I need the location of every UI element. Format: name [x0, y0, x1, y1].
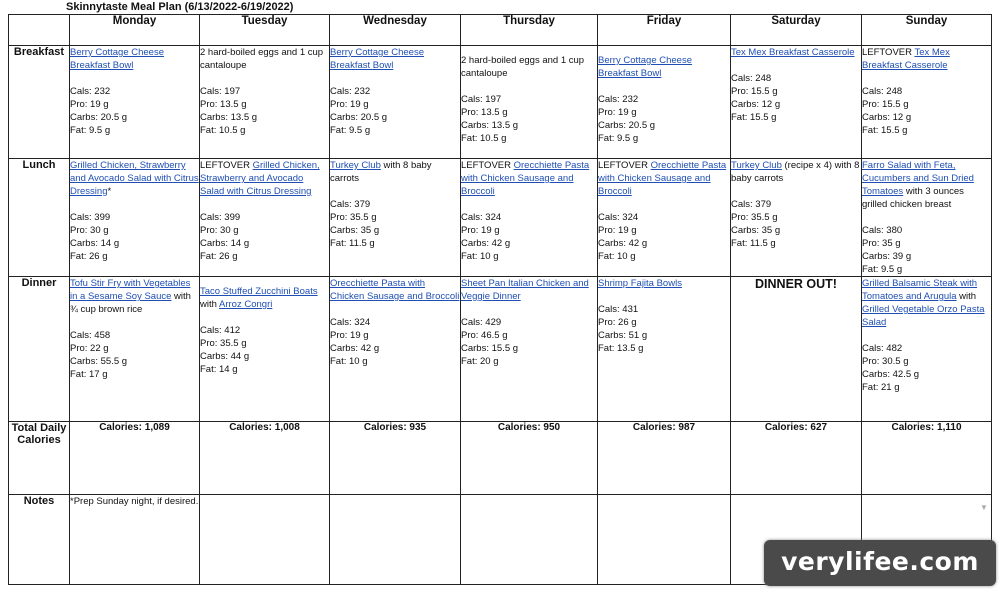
meal-description [70, 46, 199, 72]
total-calories-sunday: Calories: 1,110 [862, 422, 992, 495]
macro-line: Fat: 10 g [461, 251, 499, 262]
lunch-cell-sunday [862, 159, 992, 277]
macro-line: Pro: 13.5 g [461, 107, 508, 118]
recipe-link[interactable]: Tex Mex Breakfast Casserole [731, 47, 855, 58]
macro-line: Fat: 9.5 g [70, 125, 111, 136]
meal-description [461, 277, 597, 303]
breakfast-cell-tuesday [200, 46, 330, 159]
notes-cell-wednesday[interactable] [330, 495, 461, 585]
meal-text: 2 hard-boiled eggs and 1 cup cantaloupe [200, 47, 324, 71]
spacer [330, 185, 460, 198]
meal-plan-table [8, 14, 992, 585]
macro-line: Fat: 14 g [200, 364, 238, 375]
recipe-link[interactable]: Shrimp Fajita Bowls [598, 278, 682, 289]
dinner-cell-monday [70, 277, 200, 422]
lunch-cell-saturday [731, 159, 862, 277]
total-row [9, 422, 992, 495]
macro-line: Carbs: 35 g [330, 225, 380, 236]
spacer [330, 303, 460, 316]
macro-line: Pro: 30 g [200, 225, 239, 236]
lunch-row [9, 159, 992, 277]
recipe-link[interactable]: Turkey Club [731, 160, 782, 171]
spacer [200, 311, 329, 324]
macro-line: Carbs: 12 g [731, 99, 781, 110]
spacer [862, 329, 991, 342]
lunch-cell-monday [70, 159, 200, 277]
recipe-link[interactable]: Berry Cottage Cheese Breakfast Bowl [70, 47, 164, 71]
recipe-link[interactable]: Grilled Chicken, Strawberry and Avocado Salad with Citrus Dressing [70, 160, 199, 197]
macro-line: Cals: 380 [862, 225, 903, 236]
spacer [461, 198, 597, 211]
recipe-link[interactable]: Tofu Stir Fry with Vegetables in a Sesame Soy Sauce [70, 278, 191, 302]
day-header-saturday: Saturday [731, 15, 862, 46]
macro-line: Fat: 9.5 g [330, 125, 371, 136]
macro-line: Fat: 10.5 g [200, 125, 246, 136]
recipe-link[interactable]: Orecchiette Pasta with Chicken Sausage and Broccoli [598, 160, 727, 197]
macro-line: Cals: 232 [330, 86, 371, 97]
notes-cell-friday[interactable] [598, 495, 731, 585]
spacer [330, 72, 460, 85]
macro-line: Carbs: 42 g [461, 238, 511, 249]
recipe-link[interactable]: Orecchiette Pasta with Chicken Sausage and Broccoli [461, 160, 590, 197]
meal-description [330, 277, 460, 303]
notes-cell-thursday[interactable] [461, 495, 598, 585]
recipe-link[interactable]: Grilled Balsamic Steak with Tomatoes and Arugula [862, 278, 978, 302]
corner-cell [9, 15, 70, 46]
macro-line: Pro: 19 g [330, 99, 369, 110]
total-calories-saturday: Calories: 627 [731, 422, 862, 495]
meal-description [330, 46, 460, 72]
spacer [862, 72, 991, 85]
row-label-dinner: Dinner [9, 277, 70, 422]
meal-text: with 8 baby carrots [330, 160, 432, 184]
macro-line: Cals: 197 [461, 94, 502, 105]
macro-line: Fat: 26 g [70, 251, 108, 262]
macro-line: Fat: 21 g [862, 382, 900, 393]
macro-line: Cals: 232 [598, 94, 639, 105]
day-header-wednesday: Wednesday [330, 15, 461, 46]
recipe-link[interactable]: Grilled Vegetable Orzo Pasta Salad [862, 304, 985, 328]
lunch-cell-tuesday [200, 159, 330, 277]
recipe-link[interactable]: Grilled Chicken, Strawberry and Avocado Salad with Citrus Dressing [200, 160, 320, 197]
spacer [598, 198, 730, 211]
macro-line: Fat: 15.5 g [862, 125, 908, 136]
meal-text: LEFTOVER [200, 160, 253, 171]
meal-description [862, 277, 991, 329]
macro-line: Fat: 11.5 g [731, 238, 776, 249]
meal-description [598, 277, 730, 290]
macro-line: Carbs: 14 g [200, 238, 250, 249]
macro-line: Pro: 35.5 g [330, 212, 377, 223]
macro-line: Pro: 46.5 g [461, 330, 508, 341]
macro-line: Carbs: 42 g [598, 238, 648, 249]
breakfast-cell-thursday [461, 46, 598, 159]
spacer [598, 80, 730, 93]
breakfast-cell-sunday [862, 46, 992, 159]
macro-line: Cals: 399 [200, 212, 241, 223]
day-header-monday: Monday [70, 15, 200, 46]
macro-line: Carbs: 42 g [330, 343, 380, 354]
spacer [70, 72, 199, 85]
macro-line: Pro: 26 g [598, 317, 637, 328]
total-calories-thursday: Calories: 950 [461, 422, 598, 495]
page-title: Skinnytaste Meal Plan (6/13/2022-6/19/2022) [66, 1, 294, 13]
macro-line: Cals: 248 [731, 73, 772, 84]
dinner-cell-wednesday [330, 277, 461, 422]
macro-line: Cals: 379 [330, 199, 371, 210]
macro-line: Fat: 15.5 g [731, 112, 777, 123]
macro-line: Cals: 482 [862, 343, 903, 354]
recipe-link[interactable]: Turkey Club [330, 160, 381, 171]
macro-line: Carbs: 12 g [862, 112, 912, 123]
meal-description [200, 285, 329, 311]
breakfast-cell-monday [70, 46, 200, 159]
macro-line: Pro: 19 g [598, 225, 637, 236]
macro-line: Carbs: 14 g [70, 238, 120, 249]
meal-description [200, 159, 329, 198]
breakfast-cell-saturday [731, 46, 862, 159]
meal-text: with 3 ounces grilled chicken breast [862, 186, 964, 210]
meal-description [598, 159, 730, 198]
meal-description [70, 277, 199, 316]
macro-line: Pro: 13.5 g [200, 99, 247, 110]
macro-line: Fat: 11.5 g [330, 238, 375, 249]
meal-description [731, 46, 861, 59]
dinner-row [9, 277, 992, 422]
row-label-breakfast: Breakfast [9, 46, 70, 159]
macro-line: Fat: 20 g [461, 356, 499, 367]
macro-line: Cals: 431 [598, 304, 639, 315]
macro-line: Cals: 324 [461, 212, 502, 223]
macro-line: Cals: 399 [70, 212, 111, 223]
macro-line: Cals: 412 [200, 325, 241, 336]
watermark-logo [764, 540, 996, 586]
dinner-cell-saturday: DINNER OUT! [731, 277, 862, 422]
recipe-link[interactable]: Arroz Congri [219, 299, 273, 310]
total-calories-wednesday: Calories: 935 [330, 422, 461, 495]
macro-line: Carbs: 44 g [200, 351, 250, 362]
macro-line: Pro: 19 g [70, 99, 109, 110]
recipe-link[interactable]: Tex Mex Breakfast Casserole [862, 47, 950, 71]
breakfast-row [9, 46, 992, 159]
meal-text: with [956, 291, 977, 302]
macro-line: Carbs: 13.5 g [461, 120, 519, 131]
macro-line: Carbs: 35 g [731, 225, 781, 236]
notes-cell-tuesday[interactable] [200, 495, 330, 585]
macro-line: Pro: 22 g [70, 343, 109, 354]
meal-text: LEFTOVER [862, 47, 915, 58]
lunch-cell-wednesday [330, 159, 461, 277]
macro-line: Carbs: 13.5 g [200, 112, 258, 123]
row-label-total: Total Daily Calories [9, 422, 70, 495]
meal-description [862, 46, 991, 72]
meal-text: (recipe x 4) with 8 baby carrots [731, 160, 860, 184]
dinner-cell-sunday [862, 277, 992, 422]
macro-line: Pro: 19 g [330, 330, 369, 341]
meal-text: LEFTOVER [461, 160, 514, 171]
dinner-cell-thursday [461, 277, 598, 422]
macro-line: Fat: 10.5 g [461, 133, 507, 144]
macro-line: Cals: 324 [598, 212, 639, 223]
filter-dropdown-icon[interactable]: ▼ [980, 503, 988, 512]
spacer [200, 198, 329, 211]
spacer [598, 290, 730, 303]
lunch-cell-friday [598, 159, 731, 277]
macro-line: Cals: 248 [862, 86, 903, 97]
meal-description [598, 54, 730, 80]
meal-description [731, 159, 861, 185]
macro-line: Cals: 324 [330, 317, 371, 328]
meal-text: with ¾ cup brown rice [70, 291, 191, 315]
spacer [862, 211, 991, 224]
macro-line: Pro: 15.5 g [731, 86, 778, 97]
spacer [70, 198, 199, 211]
recipe-link[interactable]: Berry Cottage Cheese Breakfast Bowl [598, 55, 692, 79]
macro-line: Carbs: 51 g [598, 330, 648, 341]
macro-line: Carbs: 20.5 g [598, 120, 656, 131]
spacer [461, 80, 597, 93]
meal-description [461, 54, 597, 80]
recipe-link[interactable]: Orecchiette Pasta with Chicken Sausage and Broccoli [330, 278, 460, 302]
day-header-thursday: Thursday [461, 15, 598, 46]
day-header-sunday: Sunday [862, 15, 992, 46]
spacer [200, 72, 329, 85]
breakfast-cell-wednesday [330, 46, 461, 159]
macro-line: Fat: 17 g [70, 369, 108, 380]
macro-line: Cals: 197 [200, 86, 241, 97]
macro-line: Carbs: 20.5 g [70, 112, 128, 123]
meal-text: with [200, 299, 220, 310]
macro-line: Pro: 30.5 g [862, 356, 909, 367]
macro-line: Cals: 429 [461, 317, 502, 328]
recipe-link[interactable]: Berry Cottage Cheese Breakfast Bowl [330, 47, 424, 71]
total-calories-monday: Calories: 1,089 [70, 422, 200, 495]
meal-description [70, 159, 199, 198]
recipe-link[interactable]: Taco Stuffed Zucchini Boats [200, 286, 318, 297]
macro-line: Fat: 9.5 g [598, 133, 639, 144]
meal-text: 2 hard-boiled eggs and 1 cup cantaloupe [461, 55, 585, 79]
row-label-notes: Notes [9, 495, 70, 585]
dinner-cell-friday [598, 277, 731, 422]
dinner-cell-tuesday [200, 277, 330, 422]
macro-line: Fat: 13.5 g [598, 343, 644, 354]
macro-line: Carbs: 20.5 g [330, 112, 388, 123]
macro-line: Cals: 232 [70, 86, 111, 97]
recipe-link[interactable]: Farro Salad with Feta, Cucumbers and Sun Dried Tomatoes [862, 160, 974, 197]
total-calories-friday: Calories: 987 [598, 422, 731, 495]
day-header-friday: Friday [598, 15, 731, 46]
meal-description [862, 159, 991, 211]
macro-line: Pro: 35.5 g [200, 338, 247, 349]
macro-line: Carbs: 39 g [862, 251, 912, 262]
lunch-cell-thursday [461, 159, 598, 277]
meal-text: LEFTOVER [598, 160, 651, 171]
spacer [461, 303, 597, 316]
notes-cell-monday[interactable]: *Prep Sunday night, if desired. [70, 495, 200, 585]
macro-line: Pro: 35.5 g [731, 212, 778, 223]
macro-line: Pro: 15.5 g [862, 99, 909, 110]
row-label-lunch: Lunch [9, 159, 70, 277]
meal-text: * [107, 186, 112, 197]
day-header-tuesday: Tuesday [200, 15, 330, 46]
watermark-text: verylifee.com [781, 547, 979, 576]
spacer [70, 316, 199, 329]
header-row [9, 15, 992, 46]
macro-line: Pro: 19 g [461, 225, 500, 236]
spacer [731, 185, 861, 198]
recipe-link[interactable]: Sheet Pan Italian Chicken and Veggie Dinner [461, 278, 589, 302]
macro-line: Cals: 458 [70, 330, 111, 341]
macro-line: Fat: 26 g [200, 251, 238, 262]
macro-line: Fat: 10 g [598, 251, 636, 262]
macro-line: Fat: 9.5 g [862, 264, 903, 275]
macro-line: Carbs: 15.5 g [461, 343, 519, 354]
macro-line: Pro: 35 g [862, 238, 901, 249]
meal-description [330, 159, 460, 185]
macro-line: Fat: 10 g [330, 356, 368, 367]
meal-description [461, 159, 597, 198]
total-calories-tuesday: Calories: 1,008 [200, 422, 330, 495]
macro-line: Pro: 30 g [70, 225, 109, 236]
macro-line: Pro: 19 g [598, 107, 637, 118]
macro-line: Carbs: 42.5 g [862, 369, 920, 380]
breakfast-cell-friday [598, 46, 731, 159]
meal-description [200, 46, 329, 72]
spacer [731, 59, 861, 72]
macro-line: Carbs: 55.5 g [70, 356, 128, 367]
macro-line: Cals: 379 [731, 199, 772, 210]
